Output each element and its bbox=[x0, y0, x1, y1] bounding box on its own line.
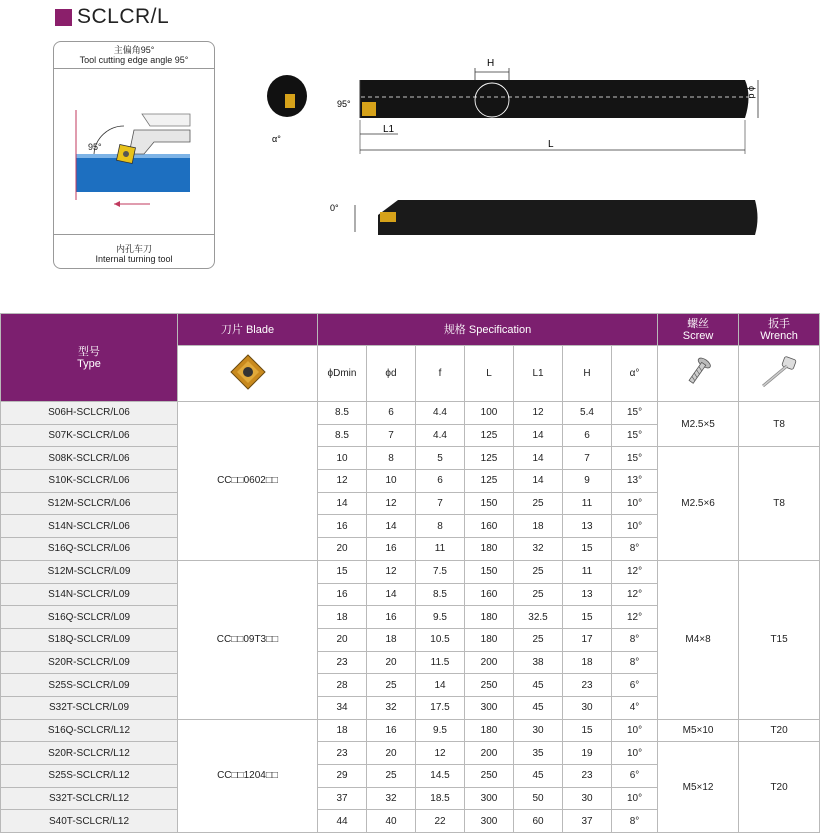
type-cell: S18Q-SCLCR/L09 bbox=[1, 628, 178, 651]
col-d: ϕd bbox=[367, 346, 416, 402]
spec-cell: 15° bbox=[612, 447, 658, 470]
insert-blade-icon bbox=[228, 352, 268, 392]
spec-cell: 160 bbox=[465, 583, 514, 606]
spec-cell: 18 bbox=[563, 651, 612, 674]
inset-angle-label: 95° bbox=[88, 142, 102, 152]
spec-cell: 8.5 bbox=[318, 402, 367, 425]
spec-cell: 15 bbox=[318, 560, 367, 583]
spec-cell: 4.4 bbox=[416, 424, 465, 447]
type-cell: S12M-SCLCR/L06 bbox=[1, 492, 178, 515]
spec-cell: 22 bbox=[416, 810, 465, 833]
spec-cell: 10 bbox=[367, 470, 416, 493]
spec-cell: 17.5 bbox=[416, 696, 465, 719]
spec-cell: 12 bbox=[318, 470, 367, 493]
spec-cell: 11 bbox=[416, 538, 465, 561]
spec-cell: 8.5 bbox=[416, 583, 465, 606]
end-view-insert bbox=[285, 94, 295, 108]
screw-header-en: Screw bbox=[682, 329, 714, 342]
holder-shape bbox=[129, 130, 190, 154]
spec-cell: 9 bbox=[563, 470, 612, 493]
spec-cell: 8° bbox=[612, 651, 658, 674]
spec-cell: 17 bbox=[563, 628, 612, 651]
screw-header-cn: 螺丝 bbox=[687, 317, 710, 330]
wrench-cell: T15 bbox=[739, 560, 820, 719]
spec-cell: 45 bbox=[514, 674, 563, 697]
spec-cell: 10.5 bbox=[416, 628, 465, 651]
spec-cell: 15 bbox=[563, 606, 612, 629]
insert-screw bbox=[123, 151, 129, 157]
col-l1: L1 bbox=[514, 346, 563, 402]
type-cell: S07K-SCLCR/L06 bbox=[1, 424, 178, 447]
spec-cell: 10° bbox=[612, 742, 658, 765]
blade-icon-cell bbox=[178, 346, 318, 402]
spec-cell: 160 bbox=[465, 515, 514, 538]
wrench-cell: T20 bbox=[739, 719, 820, 742]
spec-cell: 60 bbox=[514, 810, 563, 833]
spec-cell: 12° bbox=[612, 583, 658, 606]
spec-cell: 10° bbox=[612, 492, 658, 515]
spec-cell: 25 bbox=[514, 583, 563, 606]
spec-cell: 125 bbox=[465, 424, 514, 447]
wrench-cell: T8 bbox=[739, 447, 820, 560]
spec-cell: 30 bbox=[563, 696, 612, 719]
dim-l1-label: L1 bbox=[383, 124, 395, 135]
holder-top bbox=[142, 114, 190, 126]
spec-cell: 10° bbox=[612, 515, 658, 538]
spec-cell: 30 bbox=[514, 719, 563, 742]
spec-cell: 9.5 bbox=[416, 606, 465, 629]
spec-cell: 23 bbox=[563, 674, 612, 697]
col-l: L bbox=[465, 346, 514, 402]
spec-cell: 14 bbox=[318, 492, 367, 515]
type-header bbox=[1, 314, 178, 402]
spec-cell: 13 bbox=[563, 515, 612, 538]
wrench-icon-cell bbox=[739, 346, 820, 402]
spec-cell: 12 bbox=[416, 742, 465, 765]
spec-cell: 23 bbox=[318, 742, 367, 765]
spec-cell: 25 bbox=[514, 628, 563, 651]
spec-cell: 8° bbox=[612, 628, 658, 651]
spec-table bbox=[0, 313, 820, 833]
spec-cell: 20 bbox=[318, 538, 367, 561]
spec-cell: 11 bbox=[563, 560, 612, 583]
spec-cell: 100 bbox=[465, 402, 514, 425]
type-cell: S20R-SCLCR/L09 bbox=[1, 651, 178, 674]
wrench-cell: T8 bbox=[739, 402, 820, 447]
spec-cell: 12° bbox=[612, 560, 658, 583]
inset-bottom-cn: 内孔车刀 bbox=[115, 244, 152, 254]
spec-cell: 125 bbox=[465, 447, 514, 470]
dim-95-label: 95° bbox=[337, 99, 351, 109]
dim-l-label: L bbox=[548, 139, 554, 150]
spec-cell: 32 bbox=[367, 787, 416, 810]
spec-cell: 25 bbox=[514, 560, 563, 583]
type-header-cn: 型号 bbox=[78, 345, 100, 358]
spec-cell: 16 bbox=[318, 583, 367, 606]
spec-cell: 12 bbox=[367, 492, 416, 515]
spec-cell: 32.5 bbox=[514, 606, 563, 629]
boring-bar-drawing bbox=[260, 50, 780, 250]
spec-cell: 300 bbox=[465, 787, 514, 810]
blade-cell: CC□□1204□□ bbox=[178, 719, 318, 832]
spec-cell: 150 bbox=[465, 492, 514, 515]
spec-cell: 16 bbox=[367, 606, 416, 629]
type-cell: S12M-SCLCR/L09 bbox=[1, 560, 178, 583]
spec-cell: 13 bbox=[563, 583, 612, 606]
spec-cell: 10 bbox=[318, 447, 367, 470]
inset-bottom-en: Internal turning tool bbox=[95, 254, 173, 264]
spec-cell: 30 bbox=[563, 787, 612, 810]
type-cell: S32T-SCLCR/L12 bbox=[1, 787, 178, 810]
inset-bottom-caption bbox=[54, 244, 214, 264]
spec-cell: 29 bbox=[318, 765, 367, 788]
col-alpha: α° bbox=[612, 346, 658, 402]
screw-icon bbox=[683, 355, 713, 389]
spec-cell: 6 bbox=[563, 424, 612, 447]
spec-cell: 8° bbox=[612, 810, 658, 833]
blade-cell: CC□□0602□□ bbox=[178, 402, 318, 561]
screw-header bbox=[658, 314, 739, 346]
spec-cell: 5 bbox=[416, 447, 465, 470]
spec-cell: 45 bbox=[514, 696, 563, 719]
spec-cell: 8.5 bbox=[318, 424, 367, 447]
spec-cell: 18 bbox=[318, 606, 367, 629]
spec-cell: 45 bbox=[514, 765, 563, 788]
spec-cell: 18.5 bbox=[416, 787, 465, 810]
spec-cell: 28 bbox=[318, 674, 367, 697]
col-dmin: ϕDmin bbox=[318, 346, 367, 402]
spec-cell: 180 bbox=[465, 606, 514, 629]
screw-cell: M2.5×5 bbox=[658, 402, 739, 447]
table-row bbox=[1, 447, 820, 470]
spec-cell: 12 bbox=[514, 402, 563, 425]
spec-cell: 25 bbox=[367, 765, 416, 788]
wrench-header-cn: 扳手 bbox=[768, 317, 791, 330]
inset-top-cn: 主偏角95° bbox=[113, 45, 155, 55]
page-title bbox=[55, 5, 169, 29]
spec-cell: 250 bbox=[465, 765, 514, 788]
spec-cell: 15° bbox=[612, 424, 658, 447]
spec-cell: 14 bbox=[367, 583, 416, 606]
table-row bbox=[1, 719, 820, 742]
spec-cell: 38 bbox=[514, 651, 563, 674]
spec-cell: 7 bbox=[416, 492, 465, 515]
wrench-cell: T20 bbox=[739, 742, 820, 833]
spec-cell: 4° bbox=[612, 696, 658, 719]
type-header-en: Type bbox=[77, 357, 101, 370]
spec-cell: 6° bbox=[612, 765, 658, 788]
spec-cell: 11 bbox=[563, 492, 612, 515]
blade-header: 刀片 Blade bbox=[178, 314, 318, 346]
screw-cell: M2.5×6 bbox=[658, 447, 739, 560]
bar-perspective-insert bbox=[380, 212, 396, 222]
spec-cell: 6 bbox=[416, 470, 465, 493]
type-cell: S16Q-SCLCR/L06 bbox=[1, 538, 178, 561]
screw-cell: M5×12 bbox=[658, 742, 739, 833]
blade-cell: CC□□09T3□□ bbox=[178, 560, 318, 719]
spec-cell: 20 bbox=[367, 742, 416, 765]
type-cell: S14N-SCLCR/L06 bbox=[1, 515, 178, 538]
spec-cell: 4.4 bbox=[416, 402, 465, 425]
type-cell: S10K-SCLCR/L06 bbox=[1, 470, 178, 493]
type-cell: S08K-SCLCR/L06 bbox=[1, 447, 178, 470]
dim-alpha-label: α° bbox=[272, 134, 281, 144]
spec-cell: 7 bbox=[367, 424, 416, 447]
spec-cell: 16 bbox=[318, 515, 367, 538]
spec-cell: 19 bbox=[563, 742, 612, 765]
spec-cell: 14 bbox=[514, 447, 563, 470]
spec-cell: 7.5 bbox=[416, 560, 465, 583]
type-cell: S25S-SCLCR/L09 bbox=[1, 674, 178, 697]
spec-cell: 15 bbox=[563, 538, 612, 561]
spec-cell: 6 bbox=[367, 402, 416, 425]
type-cell: S06H-SCLCR/L06 bbox=[1, 402, 178, 425]
type-cell: S16Q-SCLCR/L12 bbox=[1, 719, 178, 742]
inset-divider-bottom bbox=[54, 234, 214, 235]
spec-cell: 7 bbox=[563, 447, 612, 470]
spec-cell: 11.5 bbox=[416, 651, 465, 674]
spec-cell: 25 bbox=[367, 674, 416, 697]
inset-divider-top bbox=[54, 68, 214, 69]
spec-cell: 18 bbox=[367, 628, 416, 651]
spec-cell: 10° bbox=[612, 719, 658, 742]
spec-cell: 13° bbox=[612, 470, 658, 493]
spec-cell: 8 bbox=[416, 515, 465, 538]
spec-cell: 9.5 bbox=[416, 719, 465, 742]
spec-cell: 14 bbox=[514, 424, 563, 447]
type-cell: S25S-SCLCR/L12 bbox=[1, 765, 178, 788]
bar-body bbox=[360, 80, 749, 118]
spec-cell: 16 bbox=[367, 538, 416, 561]
spec-table-body bbox=[1, 402, 820, 833]
type-cell: S16Q-SCLCR/L09 bbox=[1, 606, 178, 629]
spec-cell: 180 bbox=[465, 628, 514, 651]
title-square-icon bbox=[55, 9, 72, 26]
spec-cell: 180 bbox=[465, 719, 514, 742]
spec-header: 规格 Specification bbox=[318, 314, 658, 346]
spec-cell: 16 bbox=[367, 719, 416, 742]
spec-cell: 20 bbox=[318, 628, 367, 651]
spec-cell: 15 bbox=[563, 719, 612, 742]
spec-cell: 125 bbox=[465, 470, 514, 493]
spec-cell: 12 bbox=[367, 560, 416, 583]
table-row bbox=[1, 560, 820, 583]
col-h: H bbox=[563, 346, 612, 402]
workpiece bbox=[76, 158, 190, 192]
table-row bbox=[1, 742, 820, 765]
spec-cell: 35 bbox=[514, 742, 563, 765]
type-cell: S40T-SCLCR/L12 bbox=[1, 810, 178, 833]
feed-arrowhead bbox=[114, 201, 120, 207]
cutting-angle-inset bbox=[53, 41, 215, 269]
wrench-header-en: Wrench bbox=[760, 329, 798, 342]
spec-cell: 44 bbox=[318, 810, 367, 833]
spec-cell: 6° bbox=[612, 674, 658, 697]
spec-cell: 37 bbox=[563, 810, 612, 833]
spec-cell: 23 bbox=[563, 765, 612, 788]
spec-cell: 25 bbox=[514, 492, 563, 515]
spec-cell: 34 bbox=[318, 696, 367, 719]
type-cell: S14N-SCLCR/L09 bbox=[1, 583, 178, 606]
wrench-header bbox=[739, 314, 820, 346]
spec-cell: 23 bbox=[318, 651, 367, 674]
inset-illustration bbox=[54, 70, 214, 230]
spec-cell: 14 bbox=[514, 470, 563, 493]
spec-cell: 300 bbox=[465, 696, 514, 719]
spec-cell: 8 bbox=[367, 447, 416, 470]
spec-cell: 5.4 bbox=[563, 402, 612, 425]
spec-cell: 20 bbox=[367, 651, 416, 674]
spec-cell: 250 bbox=[465, 674, 514, 697]
spec-cell: 200 bbox=[465, 742, 514, 765]
spec-cell: 150 bbox=[465, 560, 514, 583]
spec-cell: 200 bbox=[465, 651, 514, 674]
spec-cell: 180 bbox=[465, 538, 514, 561]
spec-cell: 14 bbox=[416, 674, 465, 697]
spec-cell: 37 bbox=[318, 787, 367, 810]
spec-cell: 32 bbox=[514, 538, 563, 561]
wrench-icon bbox=[757, 354, 801, 390]
screw-cell: M5×10 bbox=[658, 719, 739, 742]
spec-cell: 14.5 bbox=[416, 765, 465, 788]
spec-cell: 32 bbox=[367, 696, 416, 719]
dim-h-label: H bbox=[487, 58, 495, 69]
col-f: f bbox=[416, 346, 465, 402]
screw-icon-cell bbox=[658, 346, 739, 402]
spec-cell: 18 bbox=[514, 515, 563, 538]
type-cell: S20R-SCLCR/L12 bbox=[1, 742, 178, 765]
type-cell: S32T-SCLCR/L09 bbox=[1, 696, 178, 719]
table-row bbox=[1, 402, 820, 425]
title-text: SCLCR/L bbox=[77, 5, 170, 28]
spec-cell: 40 bbox=[367, 810, 416, 833]
spec-cell: 10° bbox=[612, 787, 658, 810]
spec-cell: 300 bbox=[465, 810, 514, 833]
spec-cell: 50 bbox=[514, 787, 563, 810]
dim-phi-d-label: ϕ d bbox=[747, 86, 757, 99]
spec-cell: 8° bbox=[612, 538, 658, 561]
screw-cell: M4×8 bbox=[658, 560, 739, 719]
bar-perspective bbox=[378, 200, 758, 235]
bar-insert bbox=[362, 102, 376, 116]
spec-cell: 18 bbox=[318, 719, 367, 742]
dim-zero-label: 0° bbox=[330, 203, 339, 213]
spec-cell: 14 bbox=[367, 515, 416, 538]
spec-cell: 15° bbox=[612, 402, 658, 425]
inset-top-en: Tool cutting edge angle 95° bbox=[79, 55, 189, 65]
spec-cell: 12° bbox=[612, 606, 658, 629]
